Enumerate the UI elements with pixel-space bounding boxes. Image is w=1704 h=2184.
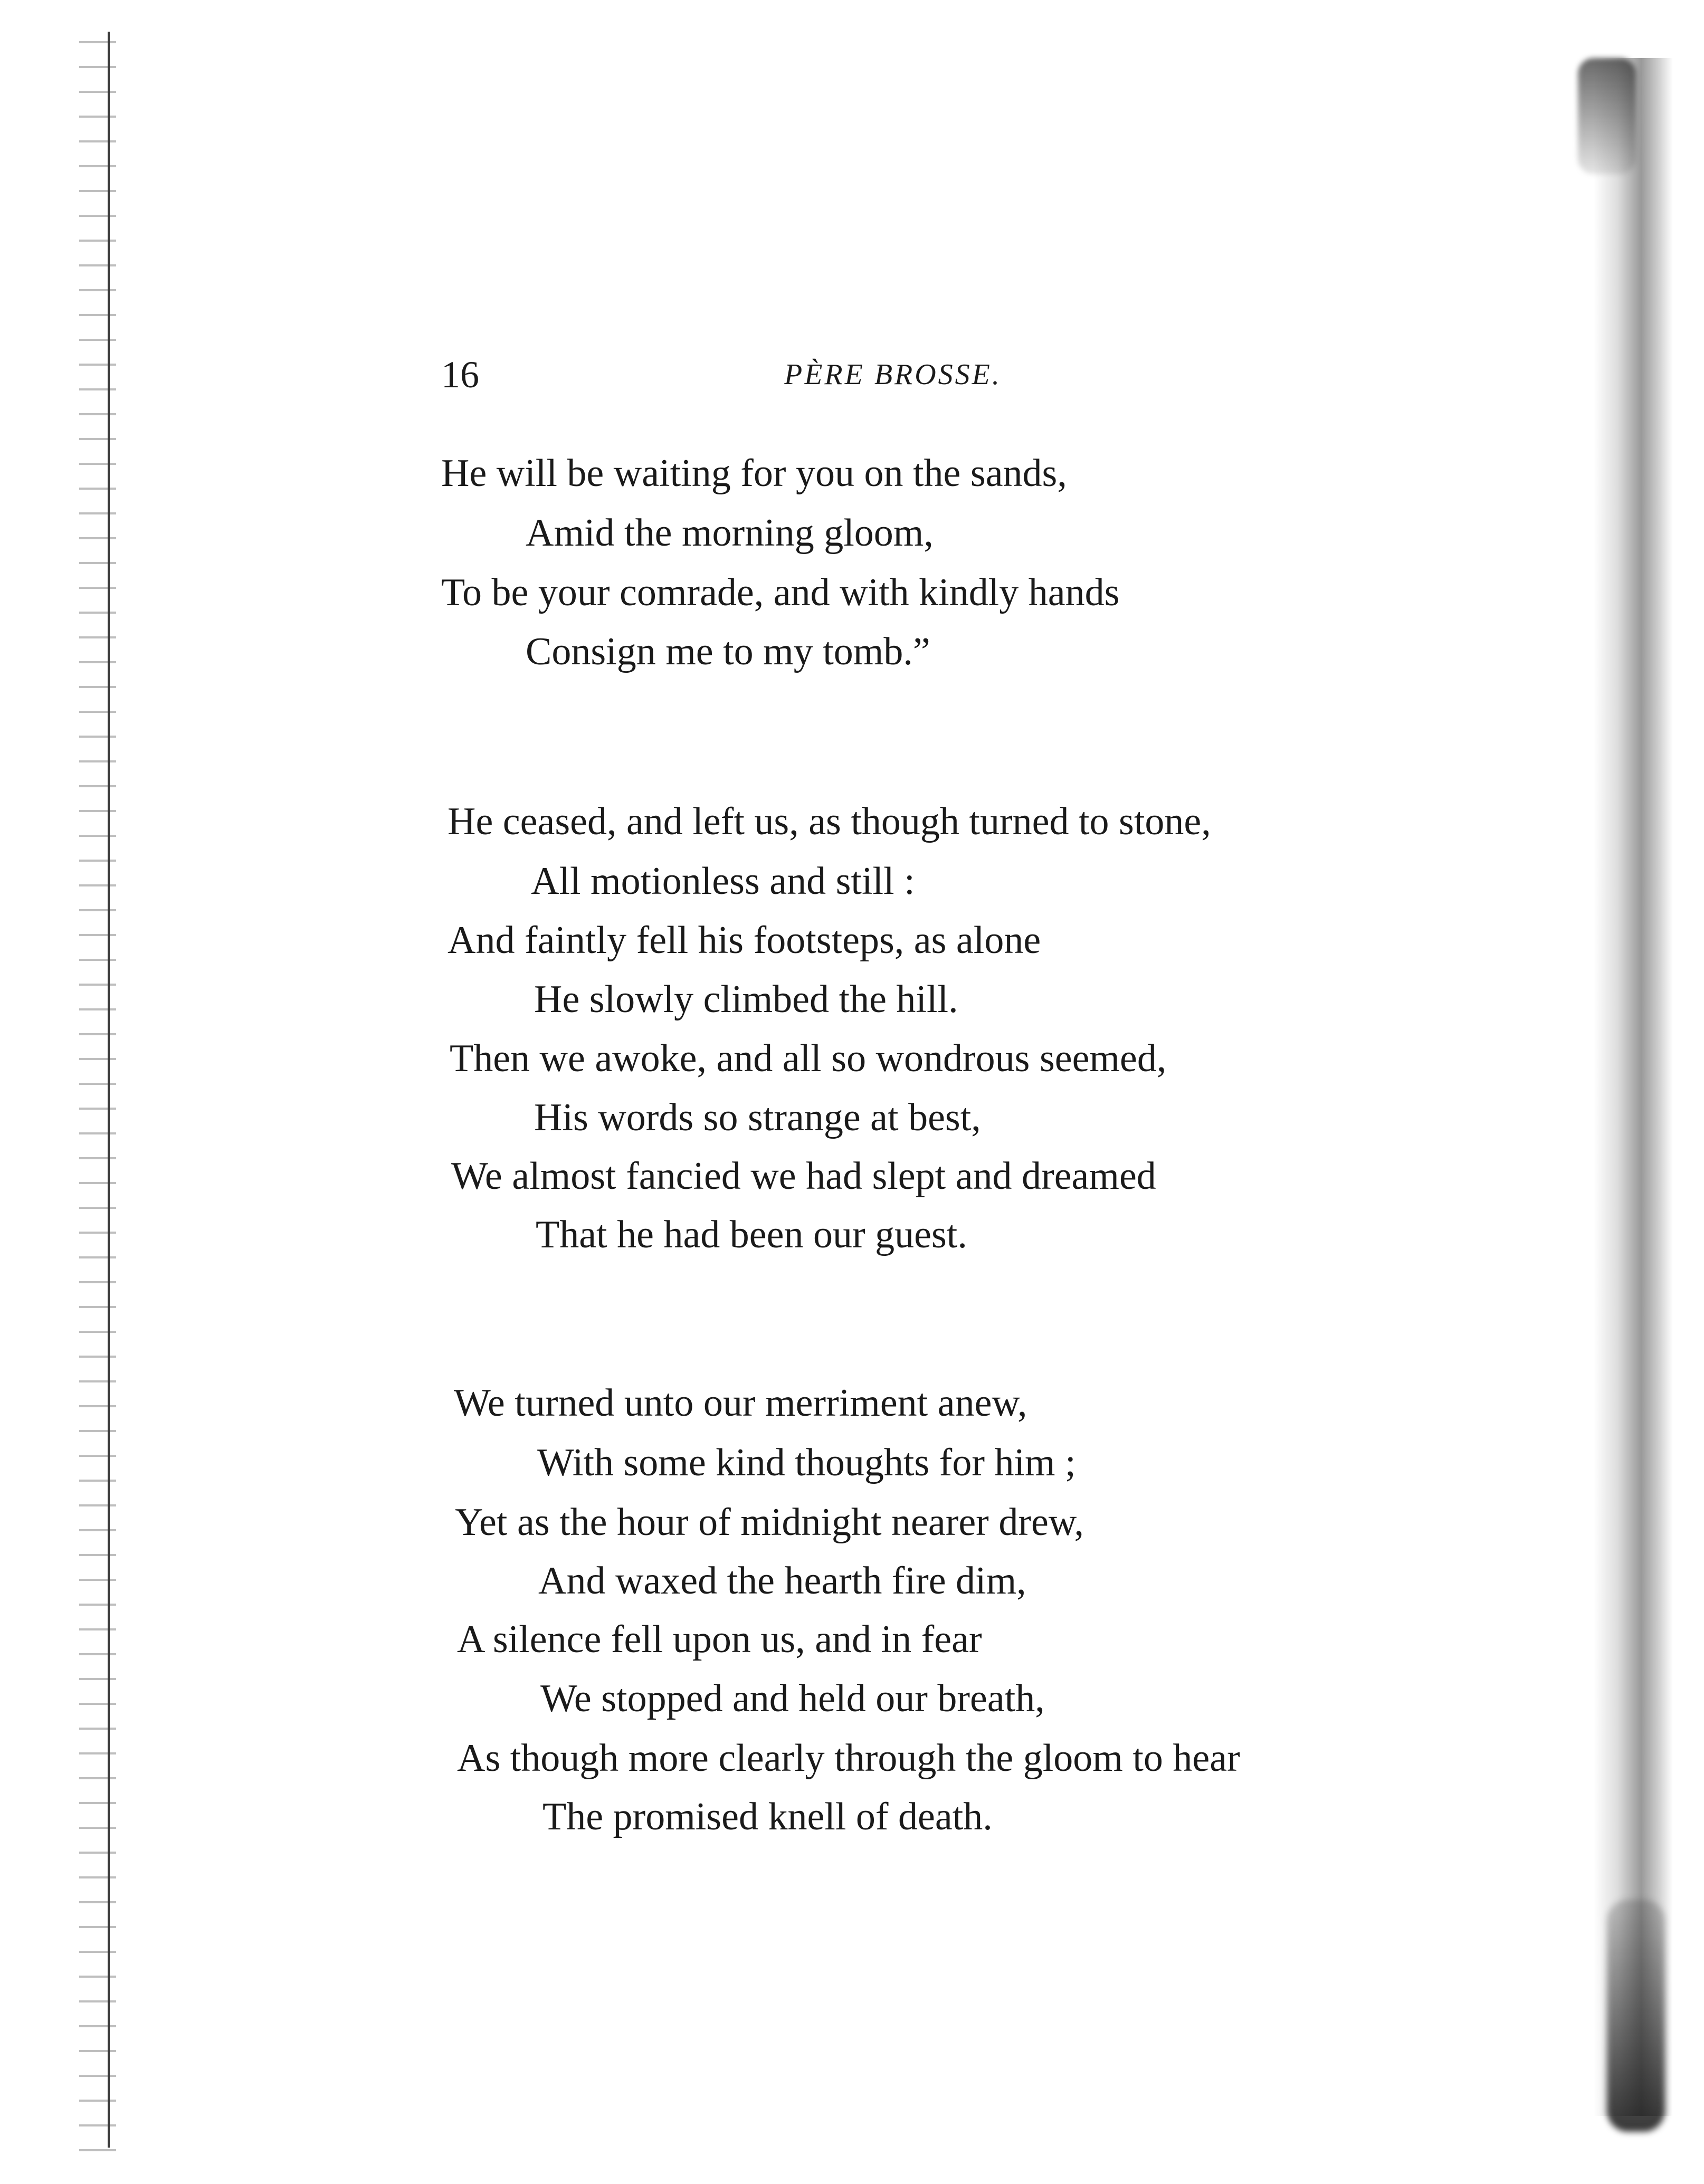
poem-line: He will be waiting for you on the sands, xyxy=(441,452,1067,495)
poem-line: As though more clearly through the gloom to hear xyxy=(457,1737,1240,1780)
poem-line: We turned unto our merriment anew, xyxy=(454,1381,1027,1425)
running-title: PÈRE BROSSE. xyxy=(784,358,1002,391)
poem-line: Yet as the hour of midnight nearer drew, xyxy=(455,1501,1084,1544)
poem-line: All motionless and still : xyxy=(531,860,915,903)
right-gutter-shadow xyxy=(1594,58,1673,2116)
poem-line: Consign me to my tomb.” xyxy=(526,630,930,673)
right-gutter-shadow-top xyxy=(1578,58,1636,174)
poem-line: That he had been our guest. xyxy=(536,1213,967,1256)
left-binding-line xyxy=(108,32,110,2148)
poem-line: He slowly climbed the hill. xyxy=(534,978,958,1021)
poem-line: A silence fell upon us, and in fear xyxy=(457,1618,982,1661)
running-head xyxy=(441,351,1053,398)
poem-line: And waxed the hearth fire dim, xyxy=(538,1559,1026,1603)
poem-line: We almost fancied we had slept and dreamed xyxy=(451,1155,1156,1198)
right-gutter-shadow-bottom xyxy=(1607,1900,1665,2132)
poem-line: He ceased, and left us, as though turned to stone, xyxy=(448,800,1211,843)
left-binding-edge xyxy=(79,32,116,2153)
page-number: 16 xyxy=(441,354,479,396)
poem-line: And faintly fell his footsteps, as alone xyxy=(448,919,1041,962)
poem-line: The promised knell of death. xyxy=(542,1795,993,1838)
poem-line: With some kind thoughts for him ; xyxy=(537,1441,1076,1484)
poem-line: Amid the morning gloom, xyxy=(526,511,934,555)
poem-line: To be your comrade, and with kindly hands xyxy=(441,571,1120,614)
poem-line: We stopped and held our breath, xyxy=(540,1677,1045,1720)
poem-line: Then we awoke, and all so wondrous seemed, xyxy=(450,1037,1167,1080)
poem-line: His words so strange at best, xyxy=(534,1096,981,1139)
